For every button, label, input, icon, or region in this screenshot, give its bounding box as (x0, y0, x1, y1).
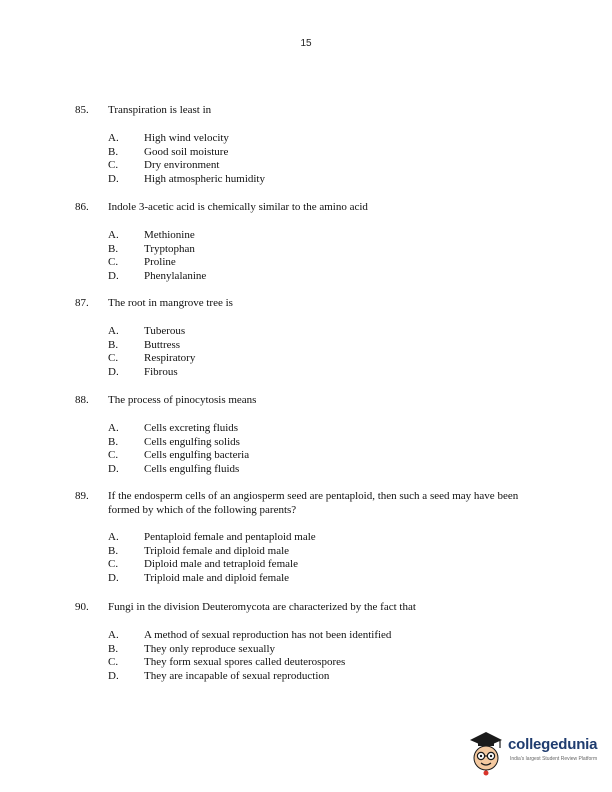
question-number: 85. (75, 104, 89, 116)
option-text: Fibrous (144, 365, 178, 378)
question-number: 89. (75, 490, 89, 502)
option-letter: A. (108, 132, 119, 144)
option-letter: B. (108, 145, 119, 158)
option-text: Triploid male and diploid female (144, 571, 290, 584)
option-text: Respiratory (144, 352, 196, 364)
logo-tagline: India's largest Student Review Platform (510, 756, 598, 762)
option-text: Proline (144, 256, 176, 268)
option-letter: C. (108, 352, 119, 364)
option-letter: D. (108, 571, 119, 584)
logo-brand-text: collegedunia (508, 736, 598, 753)
page-number: 15 (300, 38, 312, 49)
question-number: 88. (75, 394, 89, 406)
option-text: Triploid female and diploid male (144, 544, 290, 557)
option-text: Good soil moisture (144, 145, 229, 158)
option-letter: D. (108, 172, 119, 185)
option-letter: A. (108, 531, 119, 543)
option-letter: B. (108, 242, 119, 255)
option-text: Cells excreting fluids (144, 422, 239, 434)
option-letter: D. (108, 365, 119, 378)
option-text: Tuberous (144, 325, 186, 337)
question-number: 90. (75, 601, 89, 613)
option-text: Cells engulfing bacteria (144, 449, 250, 461)
option-text: Buttress (144, 338, 181, 351)
option-letter: B. (108, 435, 119, 448)
option-letter: C. (108, 656, 119, 668)
collegedunia-logo (466, 728, 606, 778)
question-text: If the endosperm cells of an angiosperm seed are pentaploid, then such a seed may have been formed by which of the following parents? (108, 490, 519, 516)
option-letter: C. (108, 159, 119, 171)
option-text: Phenylalanine (144, 269, 207, 282)
question-text: Fungi in the division Deuteromycota are characterized by the fact that (108, 601, 416, 613)
option-text: They are incapable of sexual reproduction (144, 669, 330, 682)
option-letter: A. (108, 229, 119, 241)
option-text: A method of sexual reproduction has not been identified (144, 629, 392, 641)
option-letter: D. (108, 462, 119, 475)
option-text: Cells engulfing fluids (144, 462, 240, 475)
question-text: The process of pinocytosis means (108, 394, 257, 406)
option-text: Diploid male and tetraploid female (144, 558, 298, 570)
option-letter: A. (108, 629, 119, 641)
mascot-icon (466, 728, 506, 776)
option-text: They form sexual spores called deuterospores (144, 656, 346, 668)
option-text: High wind velocity (144, 132, 229, 144)
option-letter: D. (108, 669, 119, 682)
option-text: Cells engulfing solids (144, 435, 240, 448)
option-text: Pentaploid female and pentaploid male (144, 531, 316, 543)
question-text: The root in mangrove tree is (108, 297, 233, 309)
question-number: 86. (75, 201, 89, 213)
question-number: 87. (75, 297, 89, 309)
option-letter: A. (108, 325, 119, 337)
option-letter: D. (108, 269, 119, 282)
question-text: Transpiration is least in (108, 104, 212, 116)
option-letter: C. (108, 256, 119, 268)
option-letter: A. (108, 422, 119, 434)
option-letter: C. (108, 449, 119, 461)
option-letter: B. (108, 544, 119, 557)
option-letter: B. (108, 338, 119, 351)
option-letter: B. (108, 642, 119, 655)
question-text: Indole 3-acetic acid is chemically similar to the amino acid (108, 201, 368, 213)
option-text: They only reproduce sexually (144, 642, 276, 655)
option-text: High atmospheric humidity (144, 172, 265, 185)
option-text: Dry environment (144, 159, 220, 171)
option-text: Methionine (144, 229, 195, 241)
option-text: Tryptophan (144, 242, 195, 255)
option-letter: C. (108, 558, 119, 570)
